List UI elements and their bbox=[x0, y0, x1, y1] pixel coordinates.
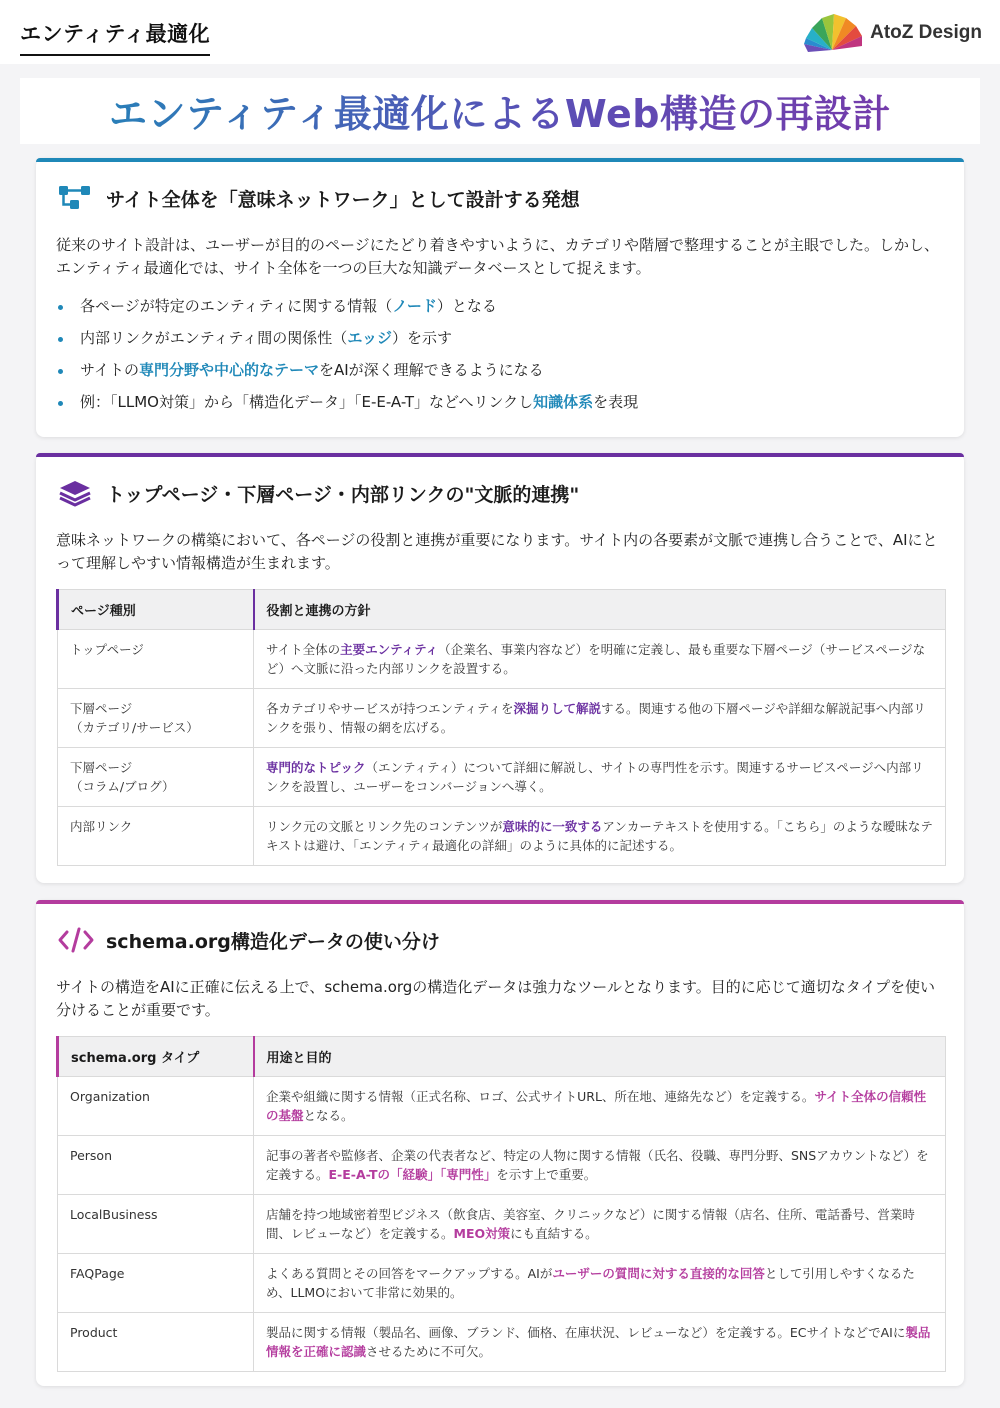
section-contextual-linking bbox=[36, 453, 964, 883]
table-cell: 下層ページ （カテゴリ/サービス） bbox=[58, 689, 254, 748]
list-item: 内部リンクがエンティティ間の関係性（エッジ）を示す bbox=[56, 322, 944, 354]
logo-text: AtoZ Design bbox=[870, 22, 982, 43]
table-row bbox=[58, 1254, 946, 1313]
top-bar bbox=[0, 0, 1000, 64]
table-cell: トップページ bbox=[58, 630, 254, 689]
table-cell: Person bbox=[58, 1136, 254, 1195]
section-accent-bar bbox=[36, 158, 964, 162]
table-cell: 内部リンク bbox=[58, 807, 254, 866]
table-cell: 製品に関する情報（製品名、画像、ブランド、価格、在庫状況、レビューなど）を定義する。ECサイトなどでAIに製品情報を正確に認識させるために不可欠。 bbox=[254, 1313, 946, 1372]
table-row bbox=[58, 1195, 946, 1254]
column-header: 用途と目的 bbox=[254, 1037, 946, 1077]
table-cell: Organization bbox=[58, 1077, 254, 1136]
code-icon bbox=[58, 926, 94, 954]
table-row bbox=[58, 748, 946, 807]
list-item: サイトの専門分野や中心的なテーマをAIが深く理解できるようになる bbox=[56, 354, 944, 386]
table-row bbox=[58, 1136, 946, 1195]
table-row bbox=[58, 630, 946, 689]
list-item: 各ページが特定のエンティティに関する情報（ノード）となる bbox=[56, 290, 944, 322]
section-semantic-network bbox=[36, 158, 964, 437]
section-heading: サイト全体を「意味ネットワーク」として設計する発想 bbox=[106, 188, 580, 211]
table-cell: 企業や組織に関する情報（正式名称、ロゴ、公式サイトURL、所在地、連絡先など）を定義する。サイト全体の信頼性の基盤となる。 bbox=[254, 1077, 946, 1136]
section-label: エンティティ最適化 bbox=[20, 18, 210, 56]
table-cell: 下層ページ （コラム/ブログ） bbox=[58, 748, 254, 807]
section-header bbox=[56, 926, 944, 954]
table-cell: Product bbox=[58, 1313, 254, 1372]
page-title: エンティティ最適化によるWeb構造の再設計 bbox=[20, 78, 980, 150]
schema-type-table bbox=[56, 1036, 946, 1372]
logo bbox=[802, 10, 982, 56]
list-item: 例：「LLMO対策」から「構造化データ」「E-E-A-T」などへリンクし知識体系を表現 bbox=[56, 386, 944, 418]
table-row bbox=[58, 1077, 946, 1136]
section-accent-bar bbox=[36, 900, 964, 904]
table-row bbox=[58, 689, 946, 748]
column-header: 役割と連携の方針 bbox=[254, 590, 946, 630]
section-header bbox=[56, 479, 944, 507]
layers-icon bbox=[58, 479, 94, 507]
table-cell: サイト全体の主要エンティティ（企業名、事業内容など）を明確に定義し、最も重要な下層ページ（サービスページなど）へ文脈に沿った内部リンクを設置する。 bbox=[254, 630, 946, 689]
network-icon bbox=[58, 184, 94, 212]
table-header-row bbox=[58, 590, 946, 630]
table-cell: LocalBusiness bbox=[58, 1195, 254, 1254]
table-cell: 専門的なトピック（エンティティ）について詳細に解説し、サイトの専門性を示す。関連するサービスページへ内部リンクを設置し、ユーザーをコンバージョンへ導く。 bbox=[254, 748, 946, 807]
title-banner bbox=[20, 78, 980, 144]
page-role-table bbox=[56, 589, 946, 866]
section-schema-org bbox=[36, 900, 964, 1386]
section-lead: サイトの構造をAIに正確に伝える上で、schema.orgの構造化データは強力なツールとなります。目的に応じて適切なタイプを使い分けることが重要です。 bbox=[56, 978, 936, 1019]
column-header: ページ種別 bbox=[58, 590, 254, 630]
section-header bbox=[56, 184, 944, 212]
table-cell: FAQPage bbox=[58, 1254, 254, 1313]
section-lead: 意味ネットワークの構築において、各ページの役割と連携が重要になります。サイト内の各要素が文脈で連携し合うことで、AIにとって理解しやすい情報構造が生まれます。 bbox=[56, 531, 938, 572]
section-lead: 従来のサイト設計は、ユーザーが目的のページにたどり着きやすいように、カテゴリや階層で整理することが主眼でした。しかし、エンティティ最適化では、サイト全体を一つの巨大な知識データベースとして捉えます。 bbox=[56, 236, 940, 277]
table-cell: よくある質問とその回答をマークアップする。AIがユーザーの質問に対する直接的な回答として引用しやすくなるため、LLMOにおいて非常に効果的。 bbox=[254, 1254, 946, 1313]
section-heading: トップページ・下層ページ・内部リンクの"文脈的連携" bbox=[106, 483, 580, 506]
table-cell: 各カテゴリやサービスが持つエンティティを深掘りして解説する。関連する他の下層ページや詳細な解説記事へ内部リンクを張り、情報の網を広げる。 bbox=[254, 689, 946, 748]
table-cell: 店舗を持つ地域密着型ビジネス（飲食店、美容室、クリニックなど）に関する情報（店名、住所、電話番号、営業時間、レビューなど）を定義する。MEO対策にも直結する。 bbox=[254, 1195, 946, 1254]
section-heading: schema.org構造化データの使い分け bbox=[106, 930, 440, 953]
table-row bbox=[58, 807, 946, 866]
column-header: schema.org タイプ bbox=[58, 1037, 254, 1077]
table-cell: 記事の著者や監修者、企業の代表者など、特定の人物に関する情報（氏名、役職、専門分野、SNSアカウントなど）を定義する。E-E-A-Tの「経験」「専門性」を示す上で重要。 bbox=[254, 1136, 946, 1195]
section-accent-bar bbox=[36, 453, 964, 457]
table-row bbox=[58, 1313, 946, 1372]
table-header-row bbox=[58, 1037, 946, 1077]
bullet-list bbox=[56, 290, 944, 418]
table-cell: リンク元の文脈とリンク先のコンテンツが意味的に一致するアンカーテキストを使用する。「こちら」のような曖昧なテキストは避け、「エンティティ最適化の詳細」のように具体的に記述する。 bbox=[254, 807, 946, 866]
logo-mark-icon bbox=[802, 10, 864, 56]
